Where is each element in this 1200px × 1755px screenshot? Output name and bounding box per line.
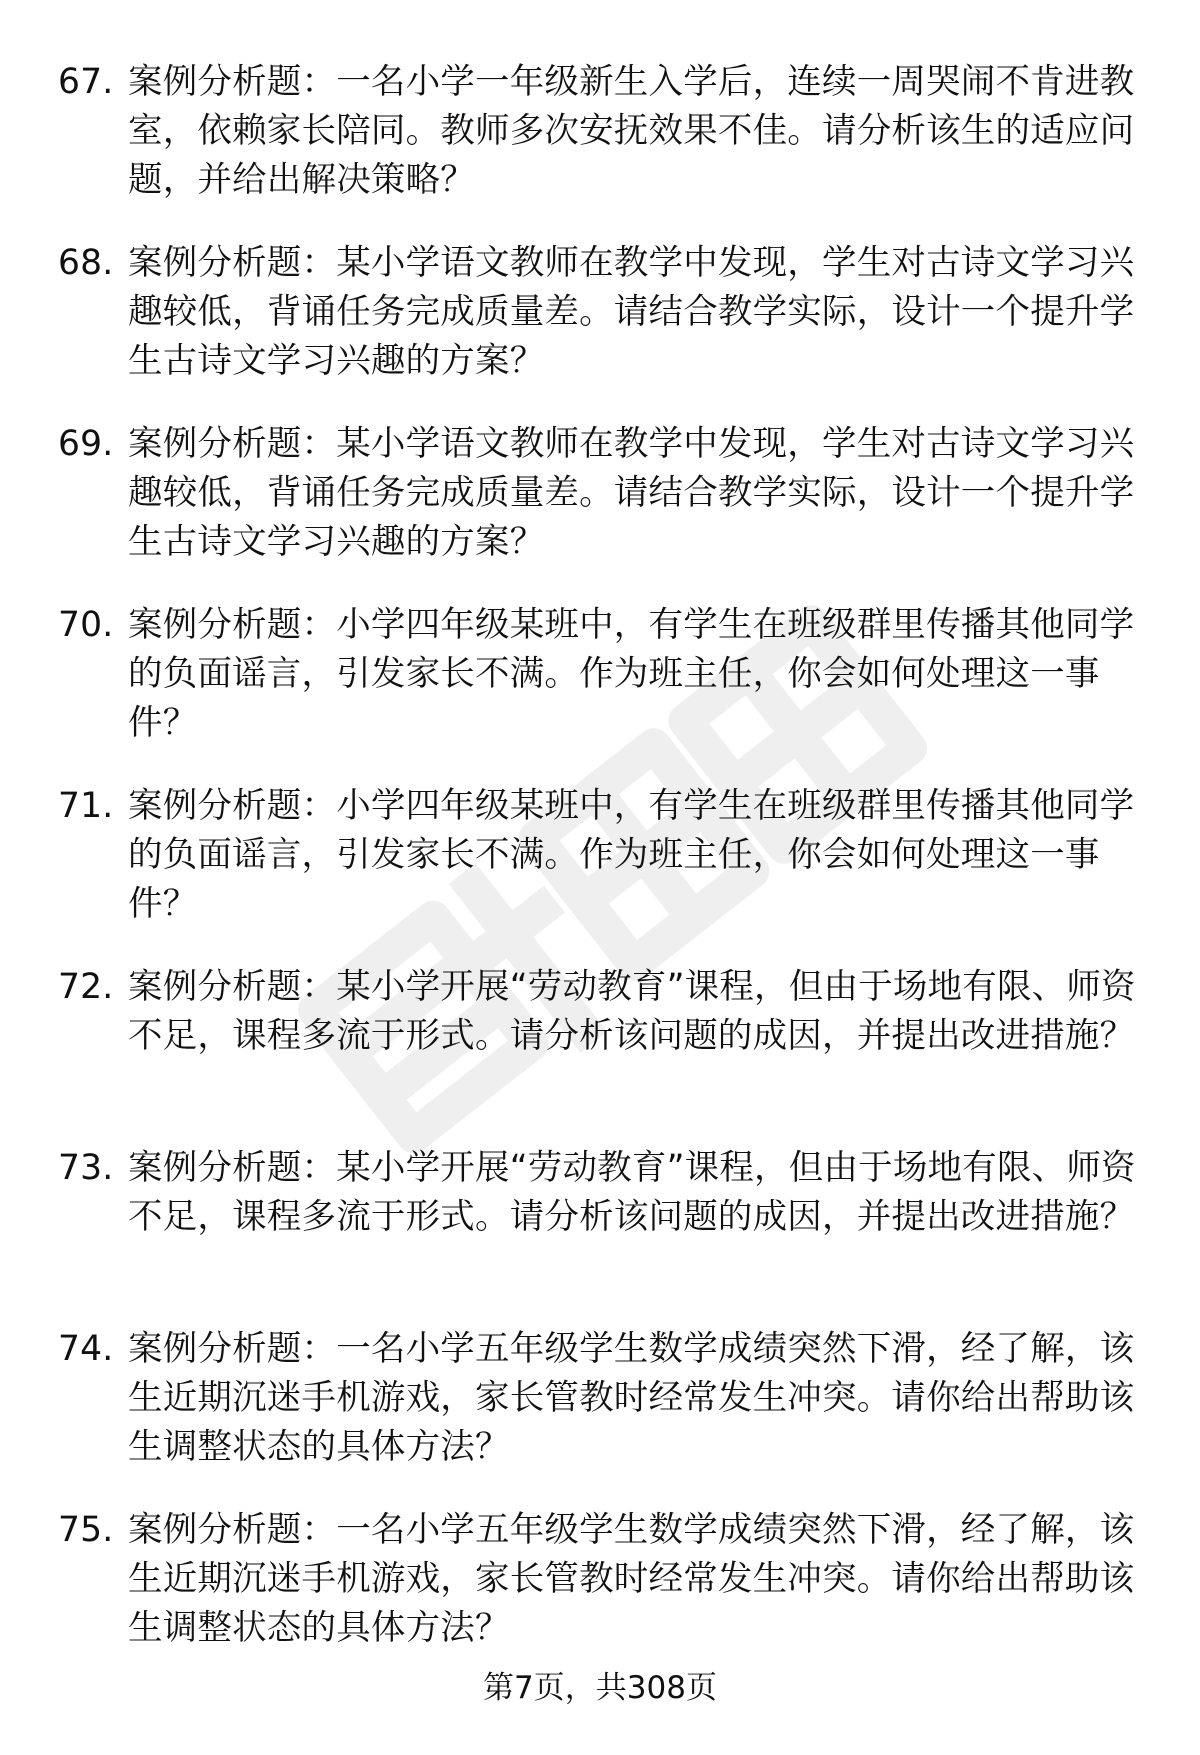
question-number: 70. [58, 605, 114, 645]
question-item [58, 420, 1148, 601]
question-text: 案例分析题：一名小学五年级学生数学成绩突然下滑，经了解，该生近期沉迷手机游戏，家长管教时经常发生冲突。请你给出帮助该生调整状态的具体方法？ [128, 1510, 1135, 1648]
question-text: 案例分析题：一名小学一年级新生入学后，连续一周哭闹不肯进教室，依赖家长陪同。教师多次安抚效果不佳。请分析该生的适应问题，并给出解决策略？ [128, 62, 1135, 200]
question-number: 74. [58, 1329, 114, 1369]
question-number: 73. [58, 1148, 114, 1188]
question-text: 案例分析题：某小学语文教师在教学中发现，学生对古诗文学习兴趣较低，背诵任务完成质量差。请结合教学实际，设计一个提升学生古诗文学习兴趣的方案？ [128, 243, 1135, 381]
question-text: 案例分析题：小学四年级某班中，有学生在班级群里传播其他同学的负面谣言，引发家长不满。作为班主任，你会如何处理这一事件？ [128, 786, 1135, 924]
question-text: 案例分析题：某小学开展“劳动教育”课程，但由于场地有限、师资不足，课程多流于形式。请分析该问题的成因，并提出改进措施？ [128, 1148, 1136, 1237]
question-item [58, 782, 1148, 963]
question-text: 案例分析题：某小学开展“劳动教育”课程，但由于场地有限、师资不足，课程多流于形式。请分析该问题的成因，并提出改进措施？ [128, 967, 1136, 1056]
question-number: 75. [58, 1510, 114, 1550]
question-item [58, 601, 1148, 782]
question-number: 67. [58, 62, 114, 102]
question-item [58, 58, 1148, 239]
question-number: 68. [58, 243, 114, 283]
question-text: 案例分析题：某小学语文教师在教学中发现，学生对古诗文学习兴趣较低，背诵任务完成质量差。请结合教学实际，设计一个提升学生古诗文学习兴趣的方案？ [128, 424, 1135, 562]
question-number: 72. [58, 967, 114, 1007]
question-item [58, 1506, 1148, 1687]
question-list [58, 58, 1148, 1687]
question-item [58, 1325, 1148, 1506]
question-text: 案例分析题：一名小学五年级学生数学成绩突然下滑，经了解，该生近期沉迷手机游戏，家长管教时经常发生冲突。请你给出帮助该生调整状态的具体方法？ [128, 1329, 1135, 1467]
question-item [58, 963, 1148, 1144]
question-item [58, 1144, 1148, 1325]
question-item [58, 239, 1148, 420]
page-number-footer: 第7页，共308页 [483, 1670, 717, 1706]
question-number: 71. [58, 786, 114, 826]
question-text: 案例分析题：小学四年级某班中，有学生在班级群里传播其他同学的负面谣言，引发家长不满。作为班主任，你会如何处理这一事件？ [128, 605, 1135, 743]
question-number: 69. [58, 424, 114, 464]
